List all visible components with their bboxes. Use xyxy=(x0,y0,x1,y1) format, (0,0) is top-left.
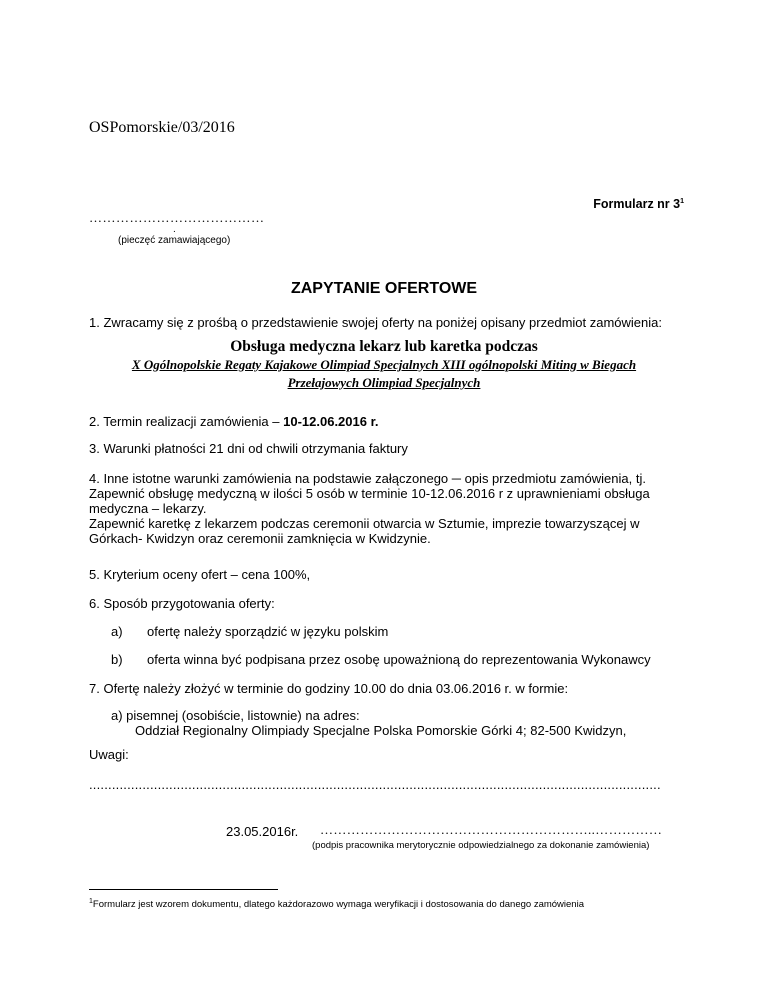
paragraph-3: 3. Warunki płatności 21 dni od chwili otrzymania faktury xyxy=(89,441,408,456)
notes-dotted-line: ...................................................................................................................................................... xyxy=(89,777,661,792)
paragraph-7-item xyxy=(111,708,626,738)
signature-dotted-line: ……………………………………………………..…………… xyxy=(320,822,663,837)
paragraph-1: 1. Zwracamy się z prośbą o przedstawienie swojej oferty na poniżej opisany przedmiot zamówienia: xyxy=(89,315,662,330)
footnote xyxy=(89,899,584,910)
stamp-dotted-line: ………………………………… xyxy=(89,210,265,225)
list-item-text: oferta winna być podpisana przez osobę upoważnioną do reprezentowania Wykonawcy xyxy=(147,652,651,667)
paragraph-4-line: 4. Inne istotne warunki zamówienia na podstawie załączonego ─ opis przedmiotu zamówienia, tj. xyxy=(89,471,646,486)
paragraph-4-line: Zapewnić obsługę medyczną w ilości 5 osób w terminie 10-12.06.2016 r z uprawnieniami obsługa xyxy=(89,486,650,501)
document-title-text: ZAPYTANIE OFERTOWE xyxy=(290,280,478,297)
document-date: 23.05.2016r. xyxy=(226,824,299,839)
subject-title-text: Obsługa medyczna lekarz lub karetka podczas xyxy=(230,338,538,355)
subject-title xyxy=(0,338,768,356)
list-item-marker: a) xyxy=(111,624,123,639)
paragraph-2-text: 2. Termin realizacji zamówienia – xyxy=(89,414,284,429)
paragraph-7: 7. Ofertę należy złożyć w terminie do godziny 10.00 do dnia 03.06.2016 r. w formie: xyxy=(89,681,569,696)
paragraph-7-item-line-1: a) pisemnej (osobiście, listownie) na adres: xyxy=(111,708,360,723)
signature-caption: (podpis pracownika merytorycznie odpowiedzialnego za dokonanie zamówienia) xyxy=(312,840,650,851)
subject-event xyxy=(0,357,768,391)
paragraph-4 xyxy=(89,471,650,546)
paragraph-2-date: 10-12.06.2016 r. xyxy=(283,414,379,429)
paragraph-4-line: medyczna – lekarzy. xyxy=(89,501,207,516)
form-number xyxy=(593,197,684,211)
paragraph-5: 5. Kryterium oceny ofert – cena 100%, xyxy=(89,567,311,582)
document-title xyxy=(0,280,768,298)
paragraph-4-line: Górkach- Kwidzyn oraz ceremonii zamknięcia w Kwidzynie. xyxy=(89,531,431,546)
subject-event-line-2: Przełajowych Olimpiad Specjalnych xyxy=(287,375,481,390)
paragraph-6: 6. Sposób przygotowania oferty: xyxy=(89,596,275,611)
form-number-footnote-mark: 1 xyxy=(680,197,684,205)
subject-event-line-1: X Ogólnopolskie Regaty Kajakowe Olimpiad Specjalnych XIII ogólnopolski Miting w Biegach xyxy=(131,357,637,372)
paragraph-2 xyxy=(89,414,379,429)
list-item-text: ofertę należy sporządzić w języku polskim xyxy=(147,624,389,639)
footnote-text: Formularz jest wzorem dokumentu, dlatego każdorazowo wymaga weryfikacji i dostosowania do danego zamówienia xyxy=(92,899,584,910)
stamp-caption: (pieczęć zamawiającego) xyxy=(118,235,231,246)
stamp-dot: . xyxy=(173,224,176,235)
footnote-mark: 1 xyxy=(89,897,93,905)
form-number-label: Formularz nr 3 xyxy=(593,197,681,211)
list-item-marker: b) xyxy=(111,652,123,667)
paragraph-7-item-line-2: Oddział Regionalny Olimpiady Specjalne Polska Pomorskie Górki 4; 82-500 Kwidzyn, xyxy=(135,723,627,738)
paragraph-4-line: Zapewnić karetkę z lekarzem podczas ceremonii otwarcia w Sztumie, imprezie towarzyszącej w xyxy=(89,516,640,531)
footnote-separator xyxy=(89,889,278,890)
document-reference: OSPomorskie/03/2016 xyxy=(89,119,235,136)
notes-label: Uwagi: xyxy=(89,747,129,762)
